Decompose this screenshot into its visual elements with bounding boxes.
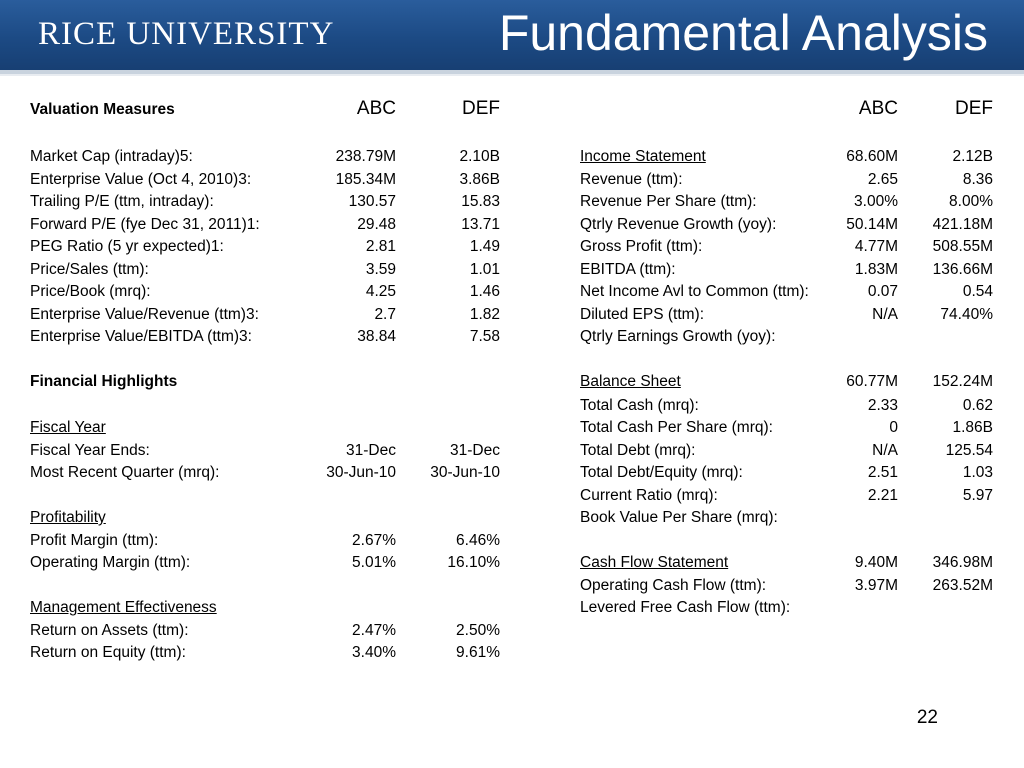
table-cell-def: 1.82 — [469, 305, 500, 323]
table-row-label: Operating Margin (ttm): — [30, 554, 191, 571]
table-cell-abc: 2.47% — [352, 621, 396, 639]
table-cell-abc: 0.07 — [867, 283, 898, 300]
table-row-label: Return on Equity (ttm): — [30, 644, 186, 661]
section-title-income-statement: Income Statement — [580, 148, 706, 165]
table-cell-def: 74.40% — [940, 305, 993, 323]
table-cell-def: 152.24M — [932, 373, 993, 390]
table-cell-abc: 2.7 — [374, 305, 396, 323]
table-row-label: Operating Cash Flow (ttm): — [580, 576, 767, 594]
table-cell-abc: N/A — [872, 441, 898, 459]
table-row-label: Revenue (ttm): — [580, 170, 683, 188]
table-cell-def: 125.54 — [945, 441, 993, 459]
university-logo: RICE UNIVERSITY — [38, 16, 335, 52]
table-cell-abc: 0 — [889, 419, 898, 436]
slide-title: Fundamental Analysis — [498, 5, 988, 61]
table-cell-abc: 3.59 — [365, 260, 396, 278]
table-cell-def: 1.01 — [469, 260, 500, 278]
section-title-profitability: Profitability — [30, 509, 106, 526]
table-cell-def: 2.10B — [459, 148, 500, 165]
table-row-label: EBITDA (ttm): — [580, 260, 676, 278]
table-cell-abc: 4.25 — [365, 283, 396, 300]
table-row-label: Qtrly Earnings Growth (yoy): — [580, 328, 776, 345]
table-cell-abc: 5.01% — [352, 554, 396, 571]
table-row-label: Trailing P/E (ttm, intraday): — [30, 193, 214, 210]
table-cell-abc: 29.48 — [357, 215, 396, 233]
table-row-label: Enterprise Value/Revenue (ttm)3: — [30, 305, 259, 323]
table-cell-abc: 2.67% — [352, 531, 396, 549]
section-title-balance-sheet: Balance Sheet — [580, 373, 681, 390]
table-cell-def: 1.46 — [469, 283, 500, 300]
table-cell-abc: 3.40% — [352, 644, 396, 661]
table-row-label: Revenue Per Share (ttm): — [580, 193, 757, 210]
table-row-label: Diluted EPS (ttm): — [580, 305, 705, 323]
left-col-def-header: DEF — [462, 98, 500, 119]
table-row-label: Price/Sales (ttm): — [30, 260, 149, 278]
table-cell-abc: 185.34M — [335, 170, 396, 188]
table-cell-def: 2.12B — [952, 148, 993, 165]
table-cell-def: 346.98M — [932, 554, 993, 571]
table-cell-def: 13.71 — [461, 215, 500, 233]
table-cell-abc: 2.65 — [867, 170, 898, 188]
table-cell-def: 508.55M — [932, 238, 993, 255]
table-row-label: Enterprise Value (Oct 4, 2010)3: — [30, 170, 252, 188]
table-cell-def: 1.03 — [962, 464, 993, 481]
table-cell-abc: 1.83M — [854, 260, 898, 278]
table-cell-def: 8.36 — [962, 170, 993, 188]
left-col-abc-header: ABC — [356, 98, 396, 119]
table-cell-def: 16.10% — [447, 554, 500, 571]
table-cell-def: 263.52M — [932, 576, 993, 594]
table-cell-def: 3.86B — [459, 170, 500, 188]
table-row-label: Total Cash Per Share (mrq): — [580, 419, 773, 436]
table-cell-abc: 2.33 — [867, 396, 898, 414]
table-row-label: Forward P/E (fye Dec 31, 2011)1: — [30, 215, 260, 233]
section-title-cash-flow: Cash Flow Statement — [580, 554, 729, 571]
table-cell-def: 5.97 — [962, 486, 993, 504]
table-row-label: Book Value Per Share (mrq): — [580, 509, 778, 526]
table-cell-def: 15.83 — [461, 193, 500, 210]
table-cell-abc: 9.40M — [854, 554, 898, 571]
table-cell-def: 8.00% — [949, 193, 993, 210]
table-cell-def: 6.46% — [456, 531, 500, 549]
right-col-def-header: DEF — [955, 98, 993, 119]
table-row-label: Net Income Avl to Common (ttm): — [580, 283, 809, 300]
table-cell-abc: 2.51 — [867, 464, 898, 481]
table-cell-def: 2.50% — [456, 621, 500, 639]
table-cell-abc: 30-Jun-10 — [326, 464, 396, 481]
table-cell-def: 7.58 — [469, 328, 500, 345]
table-row-label: Return on Assets (ttm): — [30, 621, 189, 639]
table-cell-def: 31-Dec — [450, 441, 500, 459]
table-cell-def: 30-Jun-10 — [430, 464, 500, 481]
table-row-label: Most Recent Quarter (mrq): — [30, 464, 220, 481]
financial-highlights-heading: Financial Highlights — [30, 373, 178, 390]
table-row-label: Current Ratio (mrq): — [580, 486, 718, 504]
table-cell-def: 9.61% — [456, 644, 500, 661]
table-row-label: Total Debt/Equity (mrq): — [580, 464, 743, 481]
table-cell-abc: 2.21 — [867, 486, 898, 504]
right-col-abc-header: ABC — [858, 98, 898, 119]
table-cell-abc: 3.97M — [854, 576, 898, 594]
table-row-label: Enterprise Value/EBITDA (ttm)3: — [30, 328, 252, 345]
table-cell-def: 0.54 — [962, 283, 993, 300]
table-cell-abc: 2.81 — [365, 238, 396, 255]
table-cell-abc: 4.77M — [854, 238, 898, 255]
table-row-label: PEG Ratio (5 yr expected)1: — [30, 238, 224, 255]
valuation-heading: Valuation Measures — [30, 101, 175, 118]
title-bar-divider-light — [0, 74, 1024, 76]
table-cell-abc: 68.60M — [846, 148, 898, 165]
table-cell-abc: 38.84 — [357, 328, 396, 345]
table-cell-abc: N/A — [872, 305, 898, 323]
table-row-label: Market Cap (intraday)5: — [30, 148, 193, 165]
table-cell-abc: 31-Dec — [346, 441, 396, 459]
table-cell-def: 1.86B — [952, 419, 993, 436]
section-title-fiscal-year: Fiscal Year — [30, 419, 106, 436]
table-row-label: Profit Margin (ttm): — [30, 531, 159, 549]
table-cell-def: 136.66M — [932, 260, 993, 278]
table-cell-abc: 130.57 — [348, 193, 396, 210]
table-cell-abc: 3.00% — [854, 193, 898, 210]
table-cell-abc: 60.77M — [846, 373, 898, 390]
table-cell-def: 0.62 — [962, 396, 993, 414]
table-row-label: Gross Profit (ttm): — [580, 238, 703, 255]
table-row-label: Price/Book (mrq): — [30, 283, 151, 300]
table-row-label: Fiscal Year Ends: — [30, 441, 150, 459]
table-row-label: Qtrly Revenue Growth (yoy): — [580, 215, 777, 233]
table-cell-def: 1.49 — [469, 238, 500, 255]
table-row-label: Levered Free Cash Flow (ttm): — [580, 599, 791, 616]
table-cell-def: 421.18M — [932, 215, 993, 233]
table-row-label: Total Debt (mrq): — [580, 441, 696, 459]
table-cell-abc: 238.79M — [335, 148, 396, 165]
table-cell-abc: 50.14M — [846, 215, 898, 233]
page-number: 22 — [916, 707, 938, 728]
table-row-label: Total Cash (mrq): — [580, 396, 699, 414]
section-title-management: Management Effectiveness — [30, 599, 217, 616]
